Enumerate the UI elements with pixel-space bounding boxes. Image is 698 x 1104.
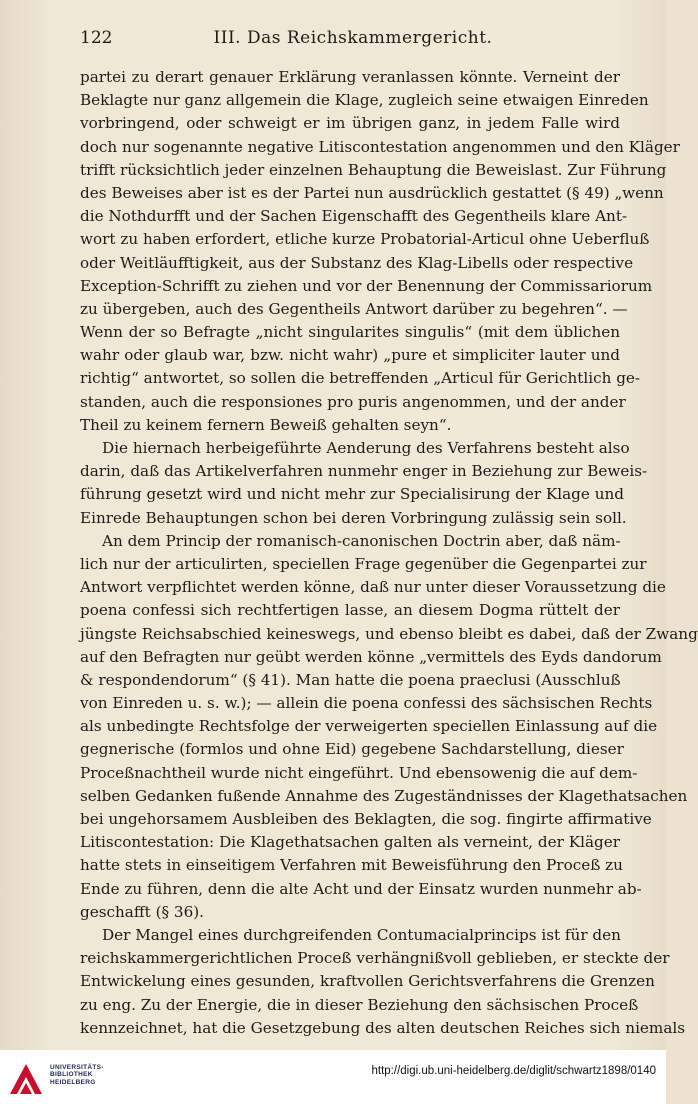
library-name-line-3: HEIDELBERG bbox=[50, 1078, 96, 1086]
text-line: selben Gedanken fußende Annahme des Zugeständnisses der Klagethatsachen bbox=[80, 786, 688, 805]
text-line: bei ungehorsamem Ausbleiben des Beklagten, die sog. fingirte affirmative bbox=[80, 810, 652, 828]
text-line: des Beweises aber ist es der Partei nun ausdrücklich gestattet (§ 49) „wenn bbox=[80, 183, 664, 202]
text-line: jüngste Reichsabschied keineswegs, und ebenso bleibt es dabei, daß der Zwang bbox=[80, 624, 698, 643]
text-line: Entwickelung eines gesunden, kraftvollen Gerichtsverfahrens die Grenzen bbox=[80, 972, 655, 991]
text-line: lich nur der articulirten, speciellen Frage gegenüber die Gegenpartei zur bbox=[80, 554, 647, 573]
text-line: trifft rücksichtlich jeder einzelnen Behauptung die Beweislast. Zur Führung bbox=[80, 160, 667, 179]
text-line: von Einreden u. s. w.); — allein die poena confessi des sächsischen Rechts bbox=[80, 694, 653, 713]
text-line: kennzeichnet, hat die Gesetzgebung des alten deutschen Reiches sich niemals bbox=[80, 1018, 686, 1037]
text-line: hatte stets in einseitigem Verfahren mit Beweisführung den Proceß zu bbox=[80, 856, 623, 875]
text-line: darin, daß das Artikelverfahren nunmehr enger in Beziehung zur Beweis- bbox=[80, 462, 648, 481]
library-name bbox=[50, 1064, 104, 1086]
text-line: als unbedingte Rechtsfolge der verweigerten speciellen Einlassung auf die bbox=[80, 717, 658, 736]
text-line: führung gesetzt wird und nicht mehr zur Specialisirung der Klage und bbox=[80, 485, 624, 504]
body-text bbox=[80, 66, 698, 1040]
text-line: Wenn der so Befragte „nicht singularites singulis“ (mit dem üblichen bbox=[80, 323, 620, 342]
text-line: wort zu haben erfordert, etliche kurze Probatorial-Articul ohne Ueberfluß bbox=[80, 230, 650, 249]
text-line: standen, auch die responsiones pro puris angenommen, und der ander bbox=[80, 392, 626, 411]
text-line: partei zu derart genauer Erklärung veranlassen könnte. Verneint der bbox=[80, 68, 620, 86]
text-line: Litiscontestation: Die Klagethatsachen galten als verneint, der Kläger bbox=[80, 833, 620, 852]
text-line: zu eng. Zu der Energie, die in dieser Beziehung den sächsischen Proceß bbox=[80, 995, 639, 1014]
text-line: vorbringend, oder schweigt er im übrigen ganz, in jedem Falle wird bbox=[80, 114, 620, 133]
text-line: die Nothdurfft und der Sachen Eigenschafft des Gegentheils klare Ant- bbox=[80, 207, 628, 226]
text-line: Exception-Schrifft zu ziehen und vor der Benennung der Commissariorum bbox=[80, 276, 653, 295]
running-head: III. Das Reichskammergericht. bbox=[213, 28, 493, 48]
text-line: Ende zu führen, denn die alte Acht und der Einsatz wurden nunmehr ab- bbox=[80, 879, 642, 898]
text-line: geschafft (§ 36). bbox=[80, 902, 204, 921]
text-line: Theil zu keinem fernern Beweiß gehalten seyn“. bbox=[80, 415, 452, 434]
text-line: wahr oder glaub war, bzw. nicht wahr) „pure et simpliciter lauter und bbox=[80, 346, 620, 365]
library-name-line-2: BIBLIOTHEK bbox=[50, 1071, 93, 1079]
footer-bar bbox=[0, 1050, 666, 1104]
text-line: oder Weitläufftigkeit, aus der Substanz des Klag-Libells oder respective bbox=[80, 253, 634, 272]
source-url-link[interactable]: http://digi.ub.uni-heidelberg.de/diglit/schwartz1898/0140 bbox=[371, 1065, 656, 1077]
text-line: zu übergeben, auch des Gegentheils Antwort darüber zu begehren“. — bbox=[80, 299, 628, 318]
text-line: auf den Befragten nur geübt werden könne „vermittels des Eyds dandorum bbox=[80, 647, 662, 666]
text-line: richtig“ antwortet, so sollen die betreffenden „Articul für Gerichtlich ge- bbox=[80, 369, 641, 388]
text-line: Proceßnachtheil wurde nicht eingeführt. Und ebensowenig die auf dem- bbox=[80, 763, 638, 782]
text-line: gegnerische (formlos und ohne Eid) gegebene Sachdarstellung, dieser bbox=[80, 740, 624, 759]
text-line: poena confessi sich rechtfertigen lasse, an diesem Dogma rüttelt der bbox=[80, 601, 620, 620]
text-line: Einrede Behauptungen schon bei deren Vorbringung zulässig sein soll. bbox=[80, 508, 627, 527]
text-line: Antwort verpflichtet werden könne, daß nur unter dieser Voraussetzung die bbox=[80, 578, 666, 597]
text-line: doch nur sogenannte negative Litiscontestation angenommen und den Kläger bbox=[80, 137, 680, 156]
text-line: reichskammergerichtlichen Proceß verhängnißvoll geblieben, er steckte der bbox=[80, 949, 670, 968]
text-line: Die hiernach herbeigeführte Aenderung des Verfahrens besteht also bbox=[102, 439, 630, 457]
text-line: & respondendorum“ (§ 41). Man hatte die poena praeclusi (Ausschluß bbox=[80, 670, 621, 689]
library-name-line-1: UNIVERSITÄTS- bbox=[50, 1064, 104, 1071]
page-header bbox=[80, 28, 626, 54]
university-library-logo-icon bbox=[6, 1058, 46, 1098]
text-line: An dem Princip der romanisch-canonischen Doctrin aber, daß näm- bbox=[102, 531, 621, 550]
page-number: 122 bbox=[80, 28, 113, 48]
text-line: Der Mangel eines durchgreifenden Contumacialprincips ist für den bbox=[102, 925, 621, 944]
text-line: Beklagte nur ganz allgemein die Klage, zugleich seine etwaigen Einreden bbox=[80, 91, 649, 110]
